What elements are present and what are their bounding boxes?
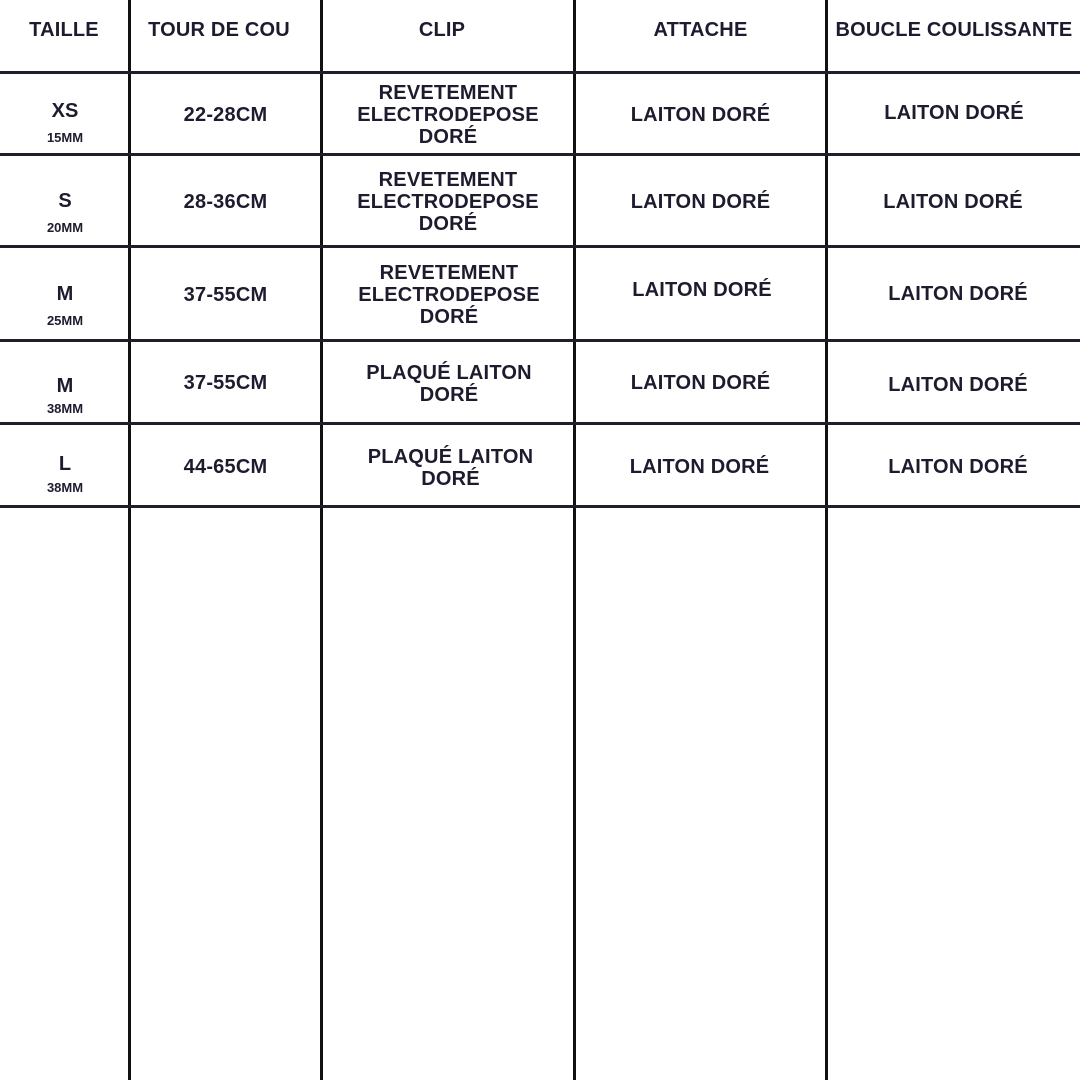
header-attache: ATTACHE	[653, 18, 748, 41]
width-label: 38MM	[46, 480, 84, 495]
clip-line: ELECTRODEPOSE	[357, 104, 539, 126]
neck-cell: 28-36CM	[183, 191, 268, 213]
table-row-size-cell	[0, 453, 130, 501]
table-row-size-cell	[0, 283, 130, 333]
boucle-cell: LAITON DORÉ	[884, 102, 1024, 124]
neck-cell: 37-55CM	[183, 372, 268, 394]
clip-cell	[323, 74, 573, 156]
neck-cell: 44-65CM	[183, 456, 268, 478]
clip-line: DORÉ	[419, 384, 479, 406]
table-row-size-cell	[0, 375, 130, 421]
size-label: L	[58, 453, 72, 475]
neck-cell: 22-28CM	[183, 104, 268, 126]
width-label: 20MM	[46, 220, 84, 235]
clip-line: DORÉ	[421, 468, 480, 490]
clip-line: REVETEMENT	[378, 82, 518, 104]
boucle-cell: LAITON DORÉ	[883, 191, 1023, 213]
clip-cell	[323, 248, 575, 342]
size-label: XS	[51, 100, 79, 122]
attache-cell: LAITON DORÉ	[632, 279, 772, 301]
clip-line: PLAQUÉ LAITON	[366, 362, 532, 384]
header-tour-de-cou: TOUR DE COU	[148, 18, 290, 41]
boucle-cell: LAITON DORÉ	[888, 374, 1028, 396]
header-taille: TAILLE	[29, 18, 99, 41]
clip-cell	[323, 425, 578, 511]
clip-line: DORÉ	[418, 213, 478, 235]
attache-cell: LAITON DORÉ	[630, 372, 771, 394]
width-label: 38MM	[46, 401, 84, 416]
clip-cell	[323, 342, 575, 426]
clip-line: REVETEMENT	[379, 262, 519, 284]
header-clip: CLIP	[418, 18, 466, 41]
attache-cell: LAITON DORÉ	[630, 191, 771, 213]
clip-line: DORÉ	[418, 126, 478, 148]
width-label: 25MM	[46, 313, 84, 328]
size-label: S	[58, 190, 72, 212]
clip-line: DORÉ	[419, 306, 479, 328]
attache-cell: LAITON DORÉ	[629, 456, 770, 478]
table-row-size-cell	[0, 100, 130, 150]
neck-cell: 37-55CM	[183, 284, 268, 306]
size-label: M	[56, 375, 74, 397]
clip-cell	[323, 156, 573, 248]
attache-cell: LAITON DORÉ	[630, 104, 771, 126]
header-boucle-coulissante: BOUCLE COULISSANTE	[835, 18, 1073, 41]
clip-line: PLAQUÉ LAITON	[367, 446, 534, 468]
width-label: 15MM	[46, 130, 84, 145]
size-label: M	[56, 283, 74, 305]
clip-line: ELECTRODEPOSE	[358, 284, 540, 306]
boucle-cell: LAITON DORÉ	[888, 456, 1028, 478]
boucle-cell: LAITON DORÉ	[888, 283, 1028, 305]
clip-line: ELECTRODEPOSE	[357, 191, 539, 213]
table-row-size-cell	[0, 190, 130, 240]
clip-line: REVETEMENT	[378, 169, 518, 191]
